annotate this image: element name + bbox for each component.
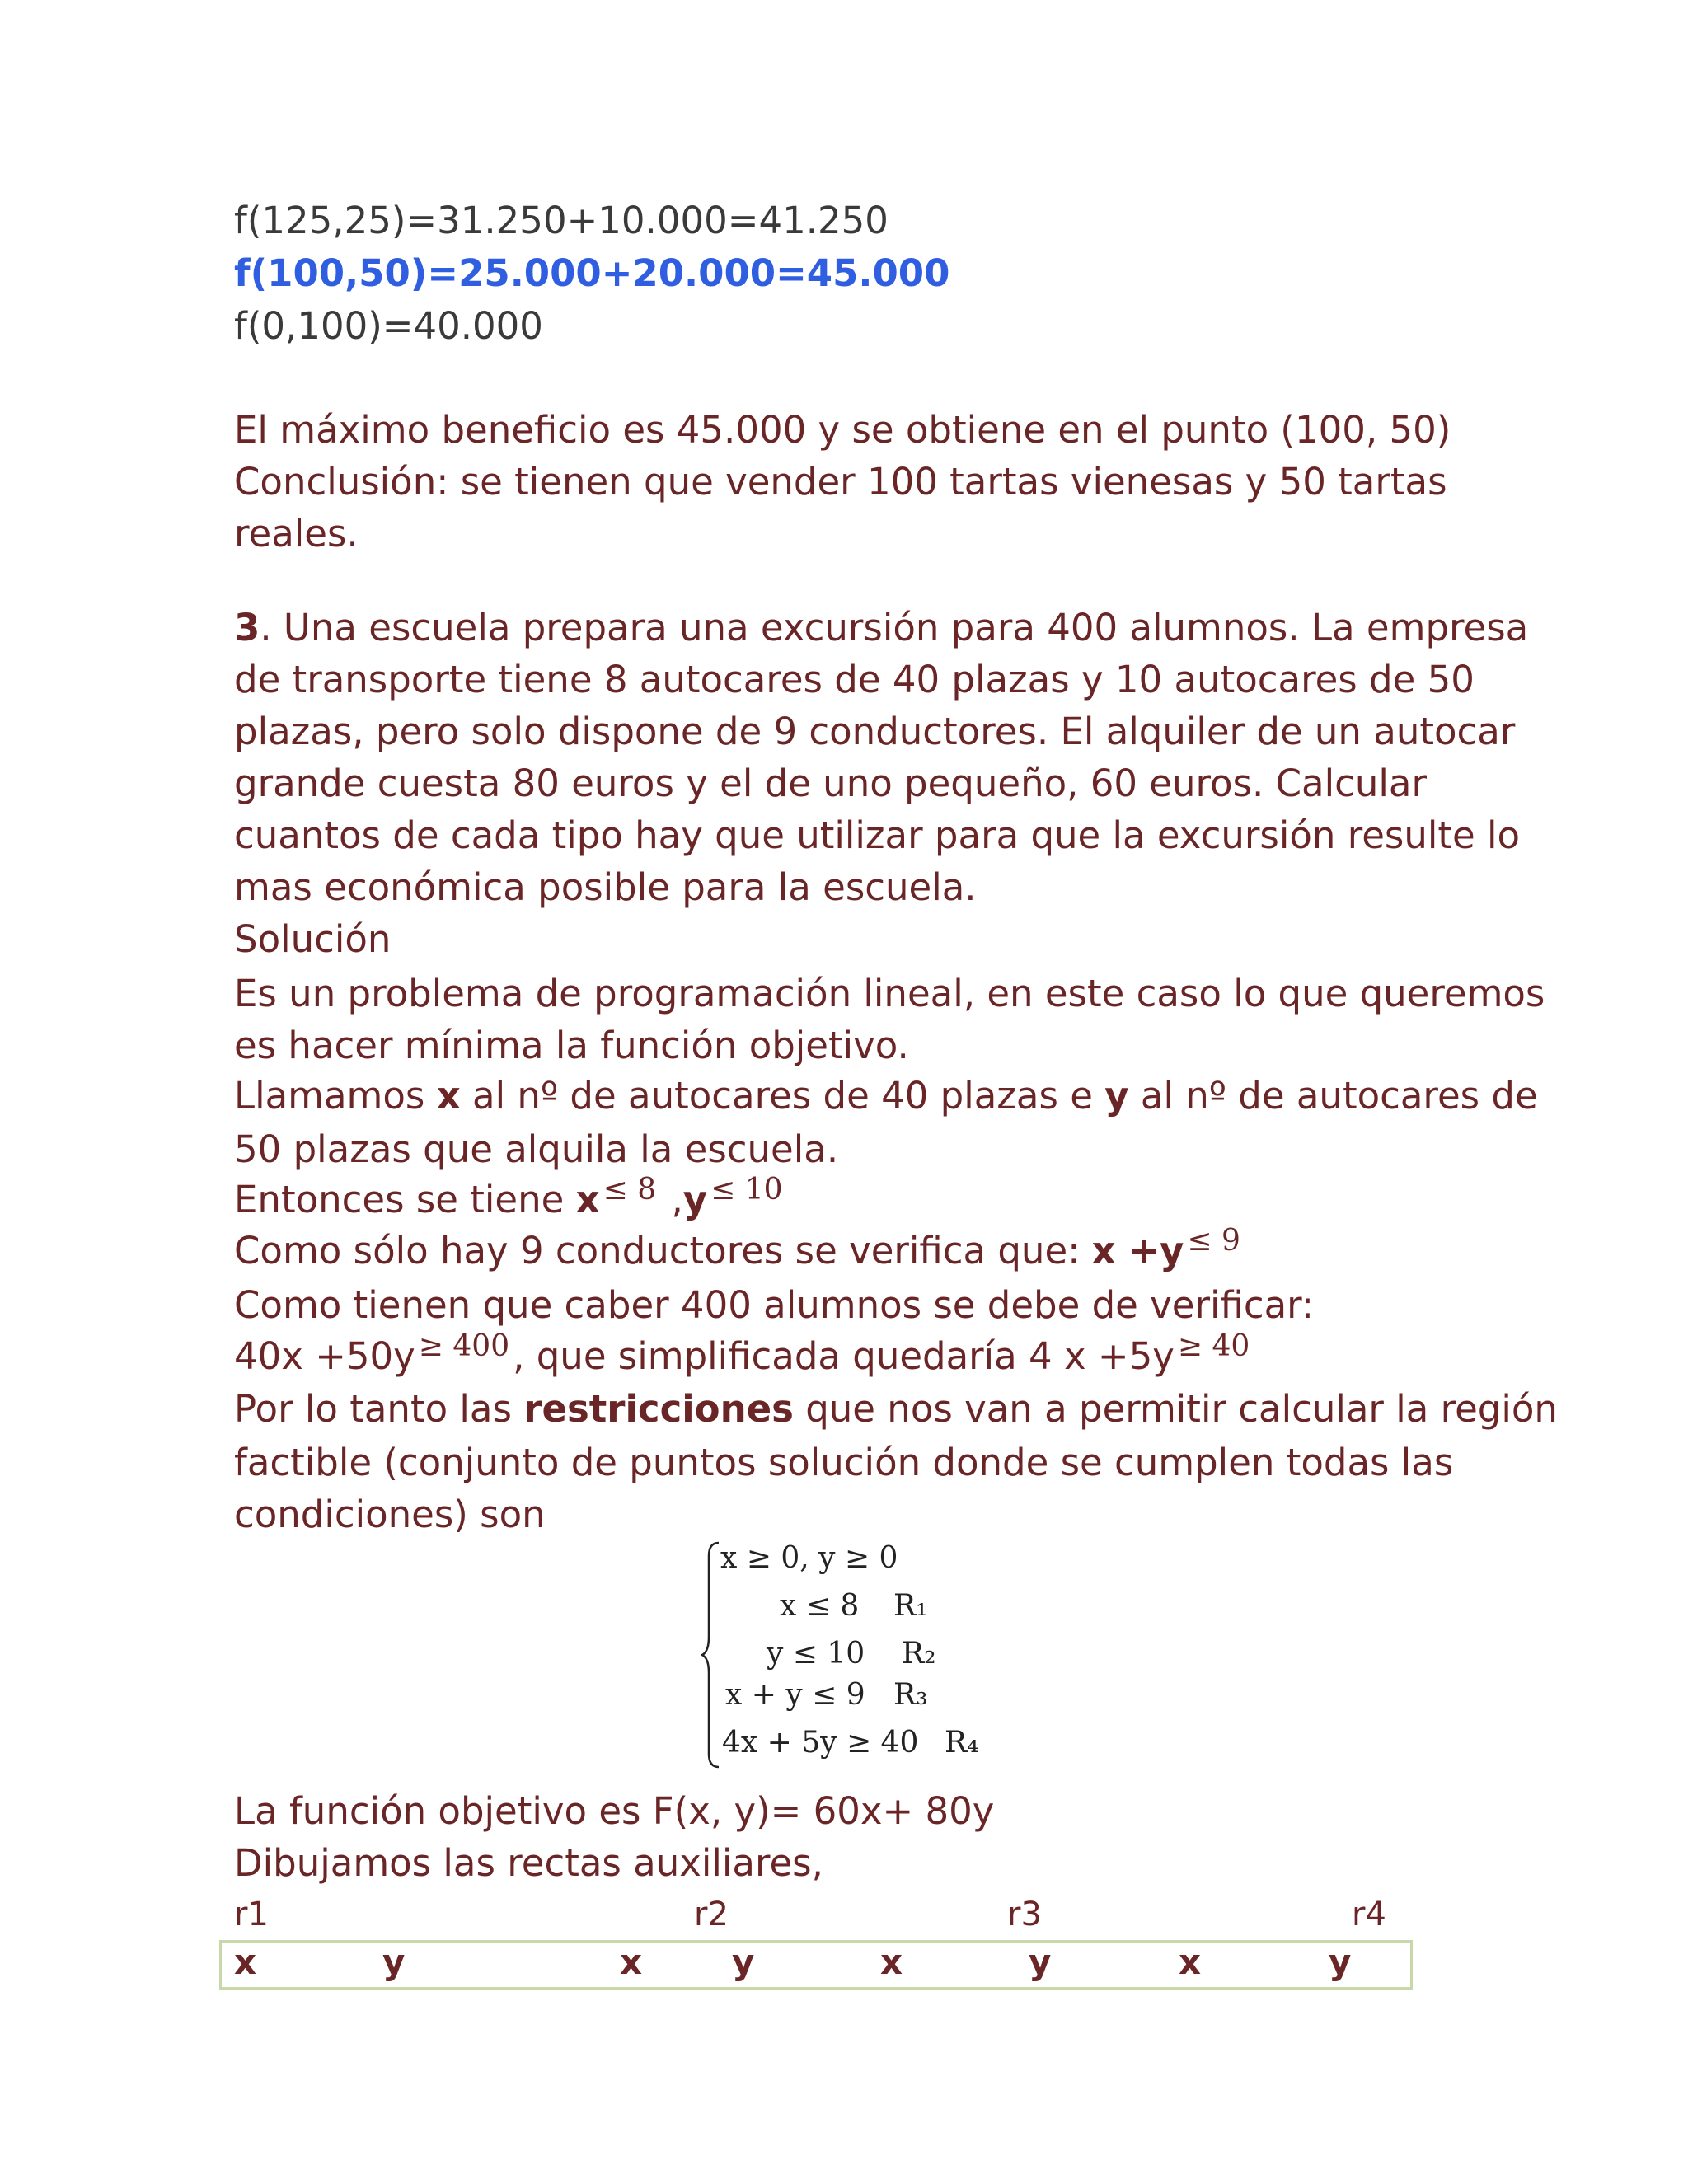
table-header-r4: r4 xyxy=(1352,1896,1386,1933)
auxiliary-lines-intro: Dibujamos las rectas auxiliares, xyxy=(234,1841,823,1885)
result-line-max: f(100,50)=25.000+20.000=45.000 xyxy=(234,251,950,295)
students-constraint-intro: Como tienen que caber 400 alumnos se debe de verificar: xyxy=(234,1283,1315,1327)
table-header-r1: r1 xyxy=(234,1896,269,1933)
restrictions-line-2: factible (conjunto de puntos solución donde se cumplen todas las xyxy=(234,1441,1454,1484)
max-benefit-text: El máximo beneficio es 45.000 y se obtiene en el punto (100, 50) xyxy=(234,408,1451,452)
problem-statement-line-1: 3. Una escuela prepara una excursión para 400 alumnos. La empresa xyxy=(234,606,1529,649)
solution-line-2: es hacer mínima la función objetivo. xyxy=(234,1024,909,1067)
constraint-r1: x ≤ 8 xyxy=(780,1589,860,1623)
bounds-line: Entonces se tiene x $^{\le 8}$ ,y $^{\le 10}$ xyxy=(234,1173,783,1221)
table-cell: x xyxy=(880,1942,903,1982)
problem-statement-line-3: plazas, pero solo dispone de 9 conductores. El alquiler de un autocar xyxy=(234,710,1516,753)
constraint-r2-label: R₂ xyxy=(902,1637,936,1671)
restrictions-line-1: Por lo tanto las restricciones que nos van a permitir calcular la región xyxy=(234,1387,1558,1431)
variables-definition: Llamamos x al nº de autocares de 40 plazas e y al nº de autocares de xyxy=(234,1074,1538,1118)
table-cell: y xyxy=(732,1942,755,1982)
variables-definition-cont: 50 plazas que alquila la escuela. xyxy=(234,1127,839,1171)
constraint-r3: x + y ≤ 9 xyxy=(725,1678,865,1712)
conclusion-text: Conclusión: se tienen que vender 100 tartas vienesas y 50 tartas xyxy=(234,460,1447,504)
table-cell: y xyxy=(382,1942,406,1982)
result-line-3: f(0,100)=40.000 xyxy=(234,304,543,348)
table-cell: x xyxy=(234,1942,257,1982)
constraint-r4-label: R₄ xyxy=(945,1726,979,1760)
solution-line-1: Es un problema de programación lineal, en este caso lo que queremos xyxy=(234,972,1545,1015)
constraint-r4: 4x + 5y ≥ 40 xyxy=(722,1726,919,1760)
problem-statement-line-5: cuantos de cada tipo hay que utilizar para que la excursión resulte lo xyxy=(234,813,1521,857)
table-header-r3: r3 xyxy=(1007,1896,1042,1933)
problem-statement-line-4: grande cuesta 80 euros y el de uno pequeño, 60 euros. Calcular xyxy=(234,762,1427,805)
students-constraint-line: 40x +50y $^{\ge 400}$, que simplificada quedaría 4 x +5y $^{\ge 40}$ xyxy=(234,1329,1250,1378)
solution-heading: Solución xyxy=(234,917,392,961)
problem-statement-line-2: de transporte tiene 8 autocares de 40 plazas y 10 autocares de 50 xyxy=(234,658,1475,701)
table-cell: y xyxy=(1329,1942,1352,1982)
constraint-r2: y ≤ 10 xyxy=(767,1637,865,1671)
conclusion-text-cont: reales. xyxy=(234,512,359,555)
table-cell: x xyxy=(1179,1942,1202,1982)
constraint-r1-label: R₁ xyxy=(893,1589,928,1623)
constraint-system xyxy=(701,1540,997,1770)
table-cell: y xyxy=(1029,1942,1052,1982)
drivers-constraint-line: Como sólo hay 9 conductores se verifica que: x +y $^{\le 9}$ xyxy=(234,1224,1240,1272)
constraint-r3-label: R₃ xyxy=(893,1678,928,1712)
objective-function: La función objetivo es F(x, y)= 60x+ 80y xyxy=(234,1789,995,1833)
problem-number: 3 xyxy=(234,606,260,649)
restrictions-line-3: condiciones) son xyxy=(234,1493,546,1536)
table-cell: x xyxy=(620,1942,643,1982)
result-line-1: f(125,25)=31.250+10.000=41.250 xyxy=(234,199,889,242)
constraint-nonnegative: x ≥ 0, y ≥ 0 xyxy=(720,1541,898,1575)
table-header-r2: r2 xyxy=(694,1896,729,1933)
problem-statement-line-6: mas económica posible para la escuela. xyxy=(234,865,977,909)
